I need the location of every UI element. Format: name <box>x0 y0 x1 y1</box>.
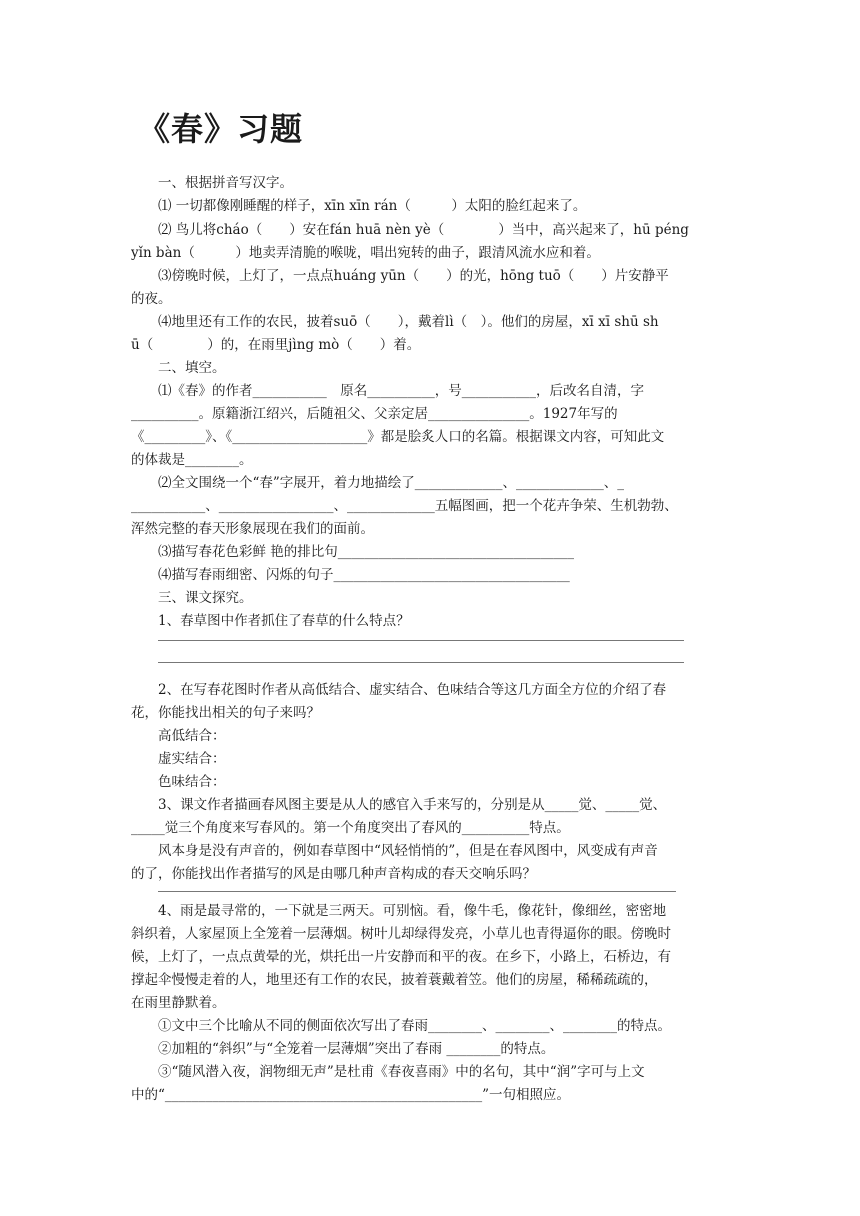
question-line: 的体裁是________。 <box>131 452 253 468</box>
question-line: 3、课文作者描画春风图主要是从人的感官入手来写的，分别是从_____觉、_____觉、 <box>158 797 667 813</box>
question-line: ①文中三个比喻从不同的侧面依次写出了春雨________、________、________的特点。 <box>158 1018 671 1034</box>
question-line: 浑然完整的春天形象展现在我们的面前。 <box>131 521 374 537</box>
question-line: ③“随风潜入夜，润物细无声”是杜甫《春夜喜雨》中的名句，其中“润”字可与上文 <box>158 1064 645 1080</box>
question-line: 《_________》、《____________________》都是脍炙人口的名篇。根据课文内容，可知此文 <box>131 429 665 445</box>
question-line: 的夜。 <box>131 291 172 307</box>
question-line: ___________、_________________、_____________五幅图画，把一个花卉争荣、生机勃勃、 <box>131 498 678 514</box>
section-heading: 二、填空。 <box>158 360 226 376</box>
passage-line: 在雨里静默着。 <box>131 995 226 1011</box>
question-line: 风本身是没有声音的，例如春草图中“风轻悄悄的”，但是在春风图中，风变成有声音 <box>158 843 658 859</box>
question-line: ⑵全文围绕一个“春”字展开，着力地描绘了_____________、_____________、_ <box>158 475 625 491</box>
question-line: ⑶描写春花色彩鲜 艳的排比句___________________________________ <box>158 544 575 560</box>
passage-line: 斜织着，人家屋顶上全笼着一层薄烟。树叶儿却绿得发亮，小草儿也青得逼你的眼。傍晚时 <box>131 926 671 942</box>
question-line: ⑷描写春雨细密、闪烁的句子___________________________________ <box>158 567 570 583</box>
question-line: ②加粗的“斜织”与“全笼着一层薄烟”突出了春雨 ________的特点。 <box>158 1041 555 1057</box>
question-line: 1、春草图中作者抓住了春草的什么特点？ <box>158 613 410 629</box>
question-line: yǐn bàn（ ）地卖弄清脆的喉咙，唱出宛转的曲子，跟清风流水应和着。 <box>131 245 600 261</box>
question-line: 的了，你能找出作者描写的风是由哪几种声音构成的春天交响乐吗？ <box>131 866 536 882</box>
question-line: 2、在写春花图时作者从高低结合、虚实结合、色味结合等这几方面全方位的介绍了春 <box>158 682 667 698</box>
question-line: 中的“_______________________________________________”一句相照应。 <box>131 1087 571 1103</box>
answer-prompt: 虚实结合： <box>158 751 226 767</box>
question-line: ⑶傍晚时候，上灯了，一点点huáng yūn（ ）的光，hōng tuō（ ）片安静平 <box>158 268 669 284</box>
section-heading: 三、课文探究。 <box>158 590 253 606</box>
page-title: 《春》习题 <box>138 110 304 148</box>
passage-line: 撑起伞慢慢走着的人，地里还有工作的农民，披着蓑戴着笠。他们的房屋，稀稀疏疏的， <box>131 972 658 988</box>
question-line: ū（ ）的，在雨里jìng mò（ ）着。 <box>131 337 421 353</box>
question-line: __________。原籍浙江绍兴，后随祖父、父亲定居_______________。1927年写的 <box>131 406 618 422</box>
answer-line[interactable] <box>158 662 684 663</box>
answer-line[interactable] <box>158 640 684 641</box>
passage-line: 4、雨是最寻常的，一下就是三两天。可别恼。看，像牛毛，像花针，像细丝，密密地 <box>158 903 667 919</box>
section-heading: 一、根据拼音写汉字。 <box>158 175 293 191</box>
question-line: ⑴ 一切都像刚睡醒的样子，xīn xīn rán（ ）太阳的脸红起来了。 <box>158 198 587 214</box>
question-line: ⑷地里还有工作的农民，披着suō（ ），戴着lì（ ）。他们的房屋，xī xī shū sh <box>158 314 659 330</box>
answer-prompt: 色味结合： <box>158 774 226 790</box>
answer-prompt: 高低结合： <box>158 728 226 744</box>
question-line: _____觉三个角度来写春风的。第一个角度突出了春风的__________特点。 <box>131 820 570 836</box>
answer-line[interactable] <box>158 891 676 892</box>
question-line: ⑴《春》的作者___________ 原名__________，号___________，后改名自清，字 <box>158 383 644 399</box>
question-line: 花，你能找出相关的句子来吗？ <box>131 705 320 721</box>
question-line: ⑵ 鸟儿将cháo（ ）安在fán huā nèn yè（ ）当中，高兴起来了，hū péng <box>158 222 689 238</box>
passage-line: 候，上灯了，一点点黄晕的光，烘托出一片安静而和平的夜。在乡下，小路上，石桥边，有 <box>131 949 671 965</box>
